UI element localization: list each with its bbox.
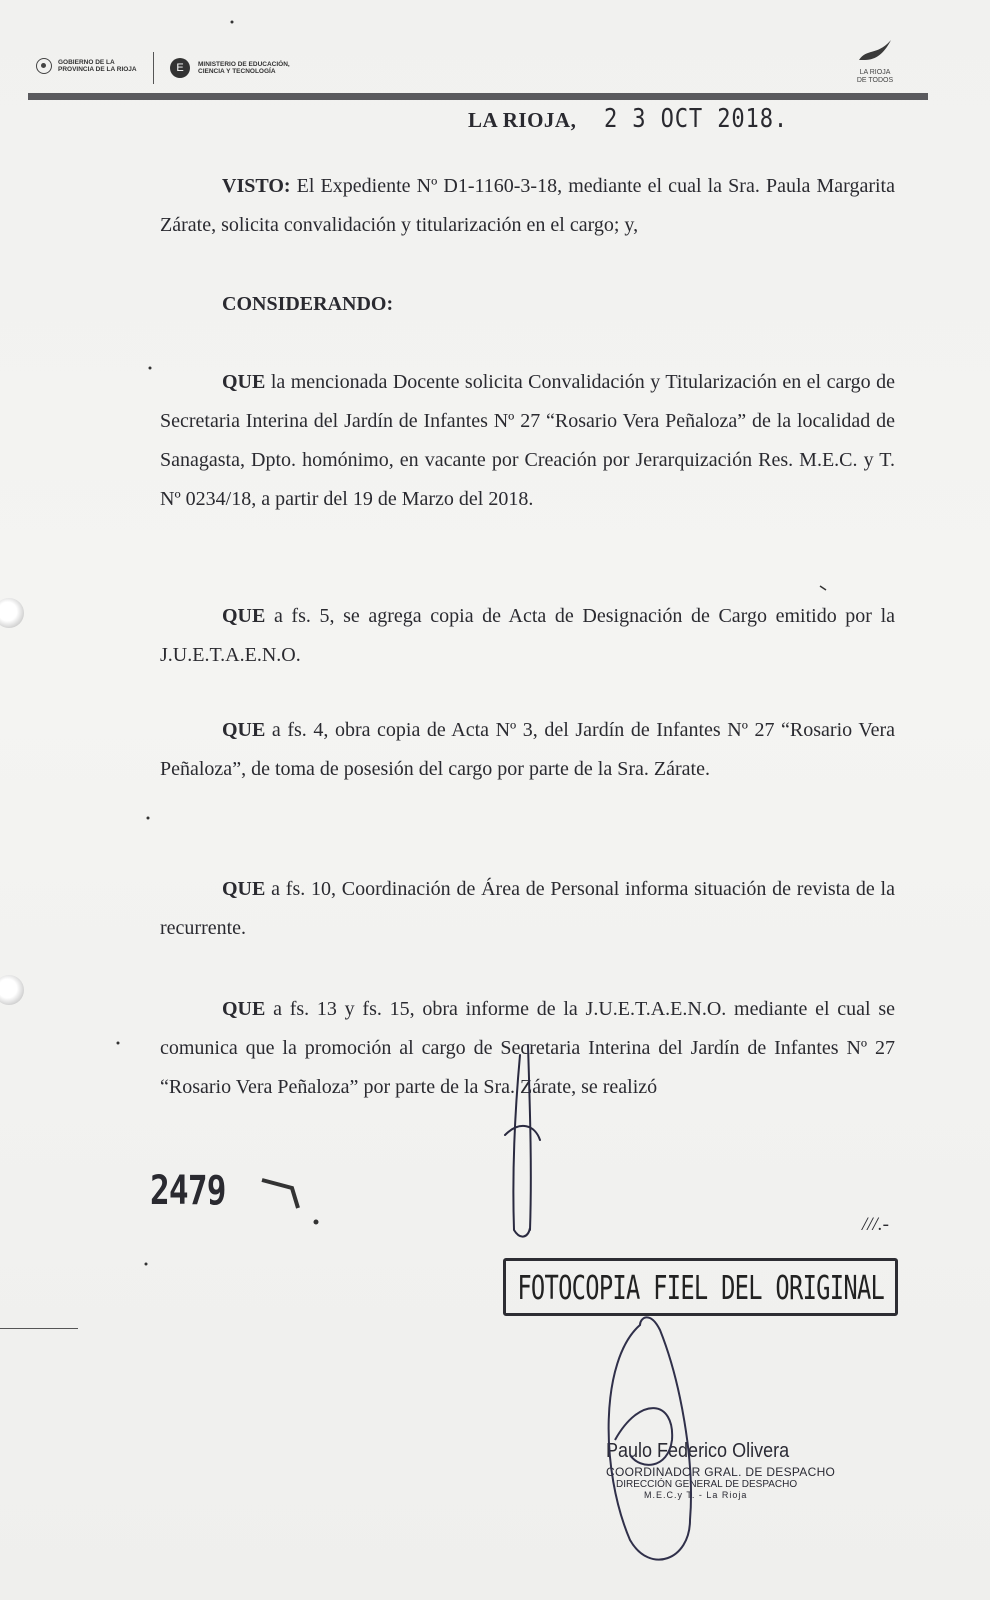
- ministry-line-2: CIENCIA Y TECNOLOGÍA: [198, 68, 276, 75]
- que-text: la mencionada Docente solicita Convalidación y Titularización en el cargo de Secretaria Interina del Jardín de Infantes Nº 27 “Rosario Vera Peñaloza” de la localidad de Sanagasta, Dpto. homónimo, en vacante por Creación por Jerarquización Res. M.E.C. y T. Nº 0234/18, a partir del 19 de Marzo del 2018.: [160, 371, 895, 510]
- signature-loop: [609, 1317, 691, 1559]
- gov-line-2: PROVINCIA DE LA RIOJA: [58, 66, 137, 73]
- que-text: a fs. 4, obra copia de Acta Nº 3, del Jardín de Infantes Nº 27 “Rosario Vera Peñaloza”, de toma de posesión del cargo por parte de la Sra. Zárate.: [160, 719, 895, 780]
- gov-line-1: GOBIERNO DE LA: [58, 59, 115, 66]
- que-label: QUE: [222, 371, 266, 393]
- visto-text: El Expediente Nº D1-1160-3-18, mediante el cual la Sra. Paula Margarita Zárate, solicita convalidación y titularización en el cargo; y,: [160, 175, 895, 236]
- que-label: QUE: [222, 605, 266, 627]
- que-label: QUE: [222, 878, 266, 900]
- que-label: QUE: [222, 998, 266, 1020]
- que-label: QUE: [222, 719, 266, 741]
- continuation-mark: ///.-: [862, 1214, 889, 1235]
- initial-signature: [505, 1045, 540, 1237]
- place-name: LA RIOJA,: [468, 108, 577, 132]
- que-text: a fs. 10, Coordinación de Área de Personal informa situación de revista de la recurrente.: [160, 878, 895, 939]
- folio-number: 2479: [150, 1168, 226, 1214]
- que-text: a fs. 13 y fs. 15, obra informe de la J.U.E.T.A.E.N.O. mediante el cual se comunica que la promoción al cargo de Secretaria Interina del Jardín de Infantes Nº 27 “Rosario Vera Peñaloza” por parte de la Sra. Zárate, se realizó: [160, 998, 895, 1098]
- ministry-line-1: MINISTERIO DE EDUCACIÓN,: [198, 60, 290, 68]
- certification-stamp-text: FOTOCOPIA FIEL DEL ORIGINAL: [517, 1267, 884, 1307]
- ministry-badge-icon: E: [170, 58, 190, 78]
- visto-label: VISTO:: [222, 175, 291, 197]
- brand-line-1: LA RIOJA: [859, 69, 891, 76]
- signatory-ministry: M.E.C.y T. - La Rioja: [644, 1490, 748, 1500]
- signature-stroke: [615, 1408, 672, 1465]
- signatory-office: DIRECCIÓN GENERAL DE DESPACHO: [616, 1479, 798, 1490]
- date-stamp: 2 3 OCT 2018.: [604, 104, 789, 134]
- que-text: a fs. 5, se agrega copia de Acta de Designación de Cargo emitido por la J.U.E.T.A.E.N.O.: [160, 605, 895, 666]
- signatory-name: Paulo Federico Olivera: [606, 1440, 790, 1462]
- signatory-title: COORDINADOR GRAL. DE DESPACHO: [606, 1465, 836, 1479]
- considerando-label: CONSIDERANDO:: [222, 293, 394, 315]
- brand-line-2: DE TODOS: [856, 76, 894, 84]
